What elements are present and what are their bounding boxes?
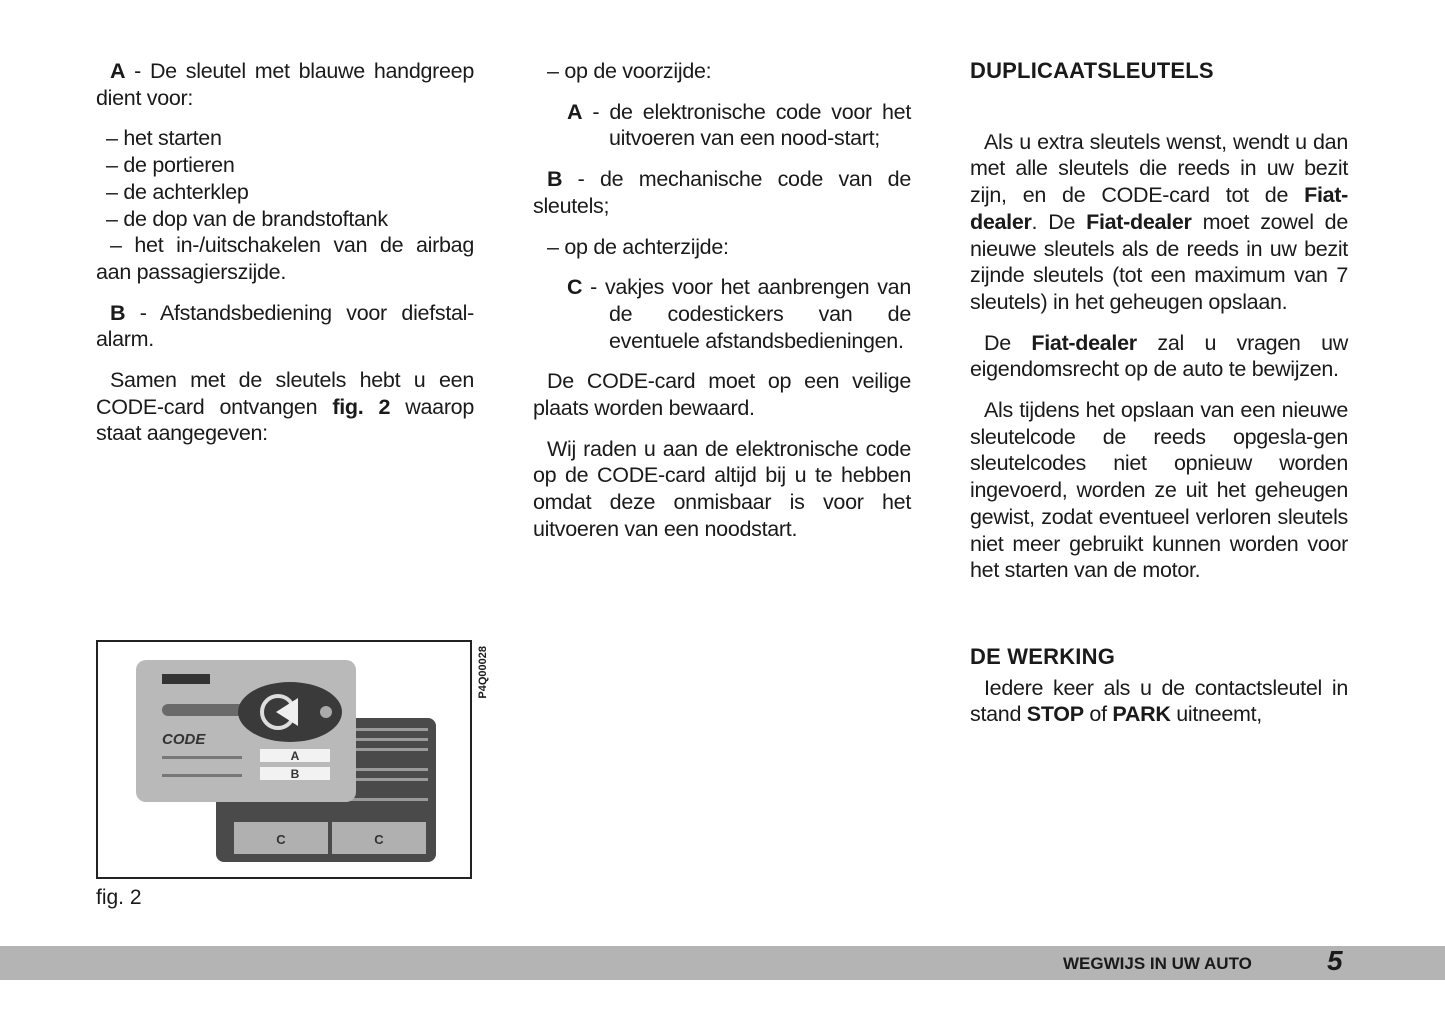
paragraph [96,179,474,206]
figure-code-card [96,640,472,879]
section-title: WEGWIJS IN UW AUTO [1063,954,1252,973]
text-segment: . De [1031,209,1087,234]
bold-text: A [567,99,583,124]
paragraph [970,675,1348,728]
text-segment: - de elektronische code voor het uitvoeren van een nood-start; [582,99,911,151]
paragraph [533,166,911,219]
fiat-logo [162,674,210,684]
paragraph [533,234,911,261]
text-segment: Samen met de sleutels hebt u een CODE-card ontvangen [96,368,474,419]
text-segment: – de dop van de brandstoftank [106,206,388,231]
text-segment: Als u extra sleutels wenst, wendt u dan met alle sleutels die reeds in uw bezit zijn, en de CODE-card tot de [970,129,1348,208]
heading-de-werking: DE WERKING [970,643,1115,669]
bold-text: Fiat-dealer [1086,209,1192,234]
text-segment: zal u vragen uw eigendomsrecht op de auto te bewijzen. [970,330,1348,382]
paragraph [970,397,1348,584]
text-segment: – de portieren [106,153,235,178]
label-c2: C [374,832,384,847]
text-segment: Als tijdens het opslaan van een nieuwe sleutelcode de reeds opgesla-gen sleutelcodes niet opnieuw worden ingevoerd, worden ze uit het geheugen gewist, zodat eventueel verloren sleutels niet meer gebruikt kunnen worden voor het starten van de motor. [970,398,1348,583]
text-segment: De CODE-card moet op een veilige plaats worden bewaard. [533,369,911,421]
paragraph [970,129,1348,316]
paragraph [970,330,1348,383]
label-c1: C [276,832,286,847]
text-segment: De [984,330,1032,355]
text-segment: – de achterklep [106,179,249,204]
paragraph [96,58,474,111]
text-segment: of [1083,702,1113,727]
paragraph [533,368,911,421]
text-segment: – op de voorzijde: [547,59,712,83]
figure-code: P4Q00028 [477,646,489,699]
text-segment: waarop staat aangegeven: [96,394,474,446]
text-segment: moet zowel de nieuwe sleutels als de reeds in uw bezit zijnde sleutels (tot een maximum van 7 sleutels) in het geheugen opslaan. [970,209,1349,314]
heading-duplicaatsleutels: DUPLICAATSLEUTELS [970,58,1214,83]
paragraph [96,152,474,179]
figure-caption: fig. 2 [96,886,142,909]
paragraph [533,274,911,354]
bold-text: STOP [1026,702,1084,727]
text-segment: uitneemt, [1170,702,1262,727]
column-2 [533,58,911,557]
page-number: 5 [1327,945,1343,976]
label-a: A [290,749,300,763]
paragraph [96,300,474,353]
bold-text: PARK [1112,702,1171,727]
column-3 [970,58,1348,742]
text-segment: - Afstandsbediening voor diefstal-alarm. [96,300,474,352]
paragraph [533,99,911,152]
text-segment: Iedere keer als u de contactsleutel in stand [970,675,1348,727]
text-segment: - de mechanische code van de sleutels; [533,167,911,218]
operation-text [970,675,1348,728]
text-segment: – het starten [106,126,222,151]
paragraph [533,58,911,85]
text-segment: - De sleutel met blauwe handgreep dient voor: [96,59,474,110]
column-1 [96,58,474,461]
bold-text: B [110,300,126,325]
paragraph [96,125,474,152]
bold-text: B [547,167,563,192]
text-segment: – op de achterzijde: [547,234,729,259]
bold-text: Fiat-dealer [970,183,1348,234]
paragraph [96,367,474,447]
bold-text: C [567,275,583,300]
label-b: B [290,767,300,781]
text-segment: Wij raden u aan de elektronische code op de CODE-card altijd bij u te hebben omdat deze onmisbaar is voor het uitvoeren van een noodstart. [533,436,911,541]
bold-text: fig. 2 [332,394,391,419]
bold-text: A [110,59,126,83]
card-title: CODE [162,731,206,748]
code-card-illustration [98,642,470,877]
text-segment: – het in-/uitschakelen van de airbag aan passagierszijde. [96,233,474,284]
bold-text: Fiat-dealer [1031,330,1137,355]
text-segment: - vakjes voor het aanbrengen van de codestickers van de eventuele afstandsbedieningen. [582,275,911,353]
paragraph [533,436,911,543]
duplicate-keys-text [970,129,1348,584]
paragraph [96,206,474,233]
paragraph [96,232,474,285]
